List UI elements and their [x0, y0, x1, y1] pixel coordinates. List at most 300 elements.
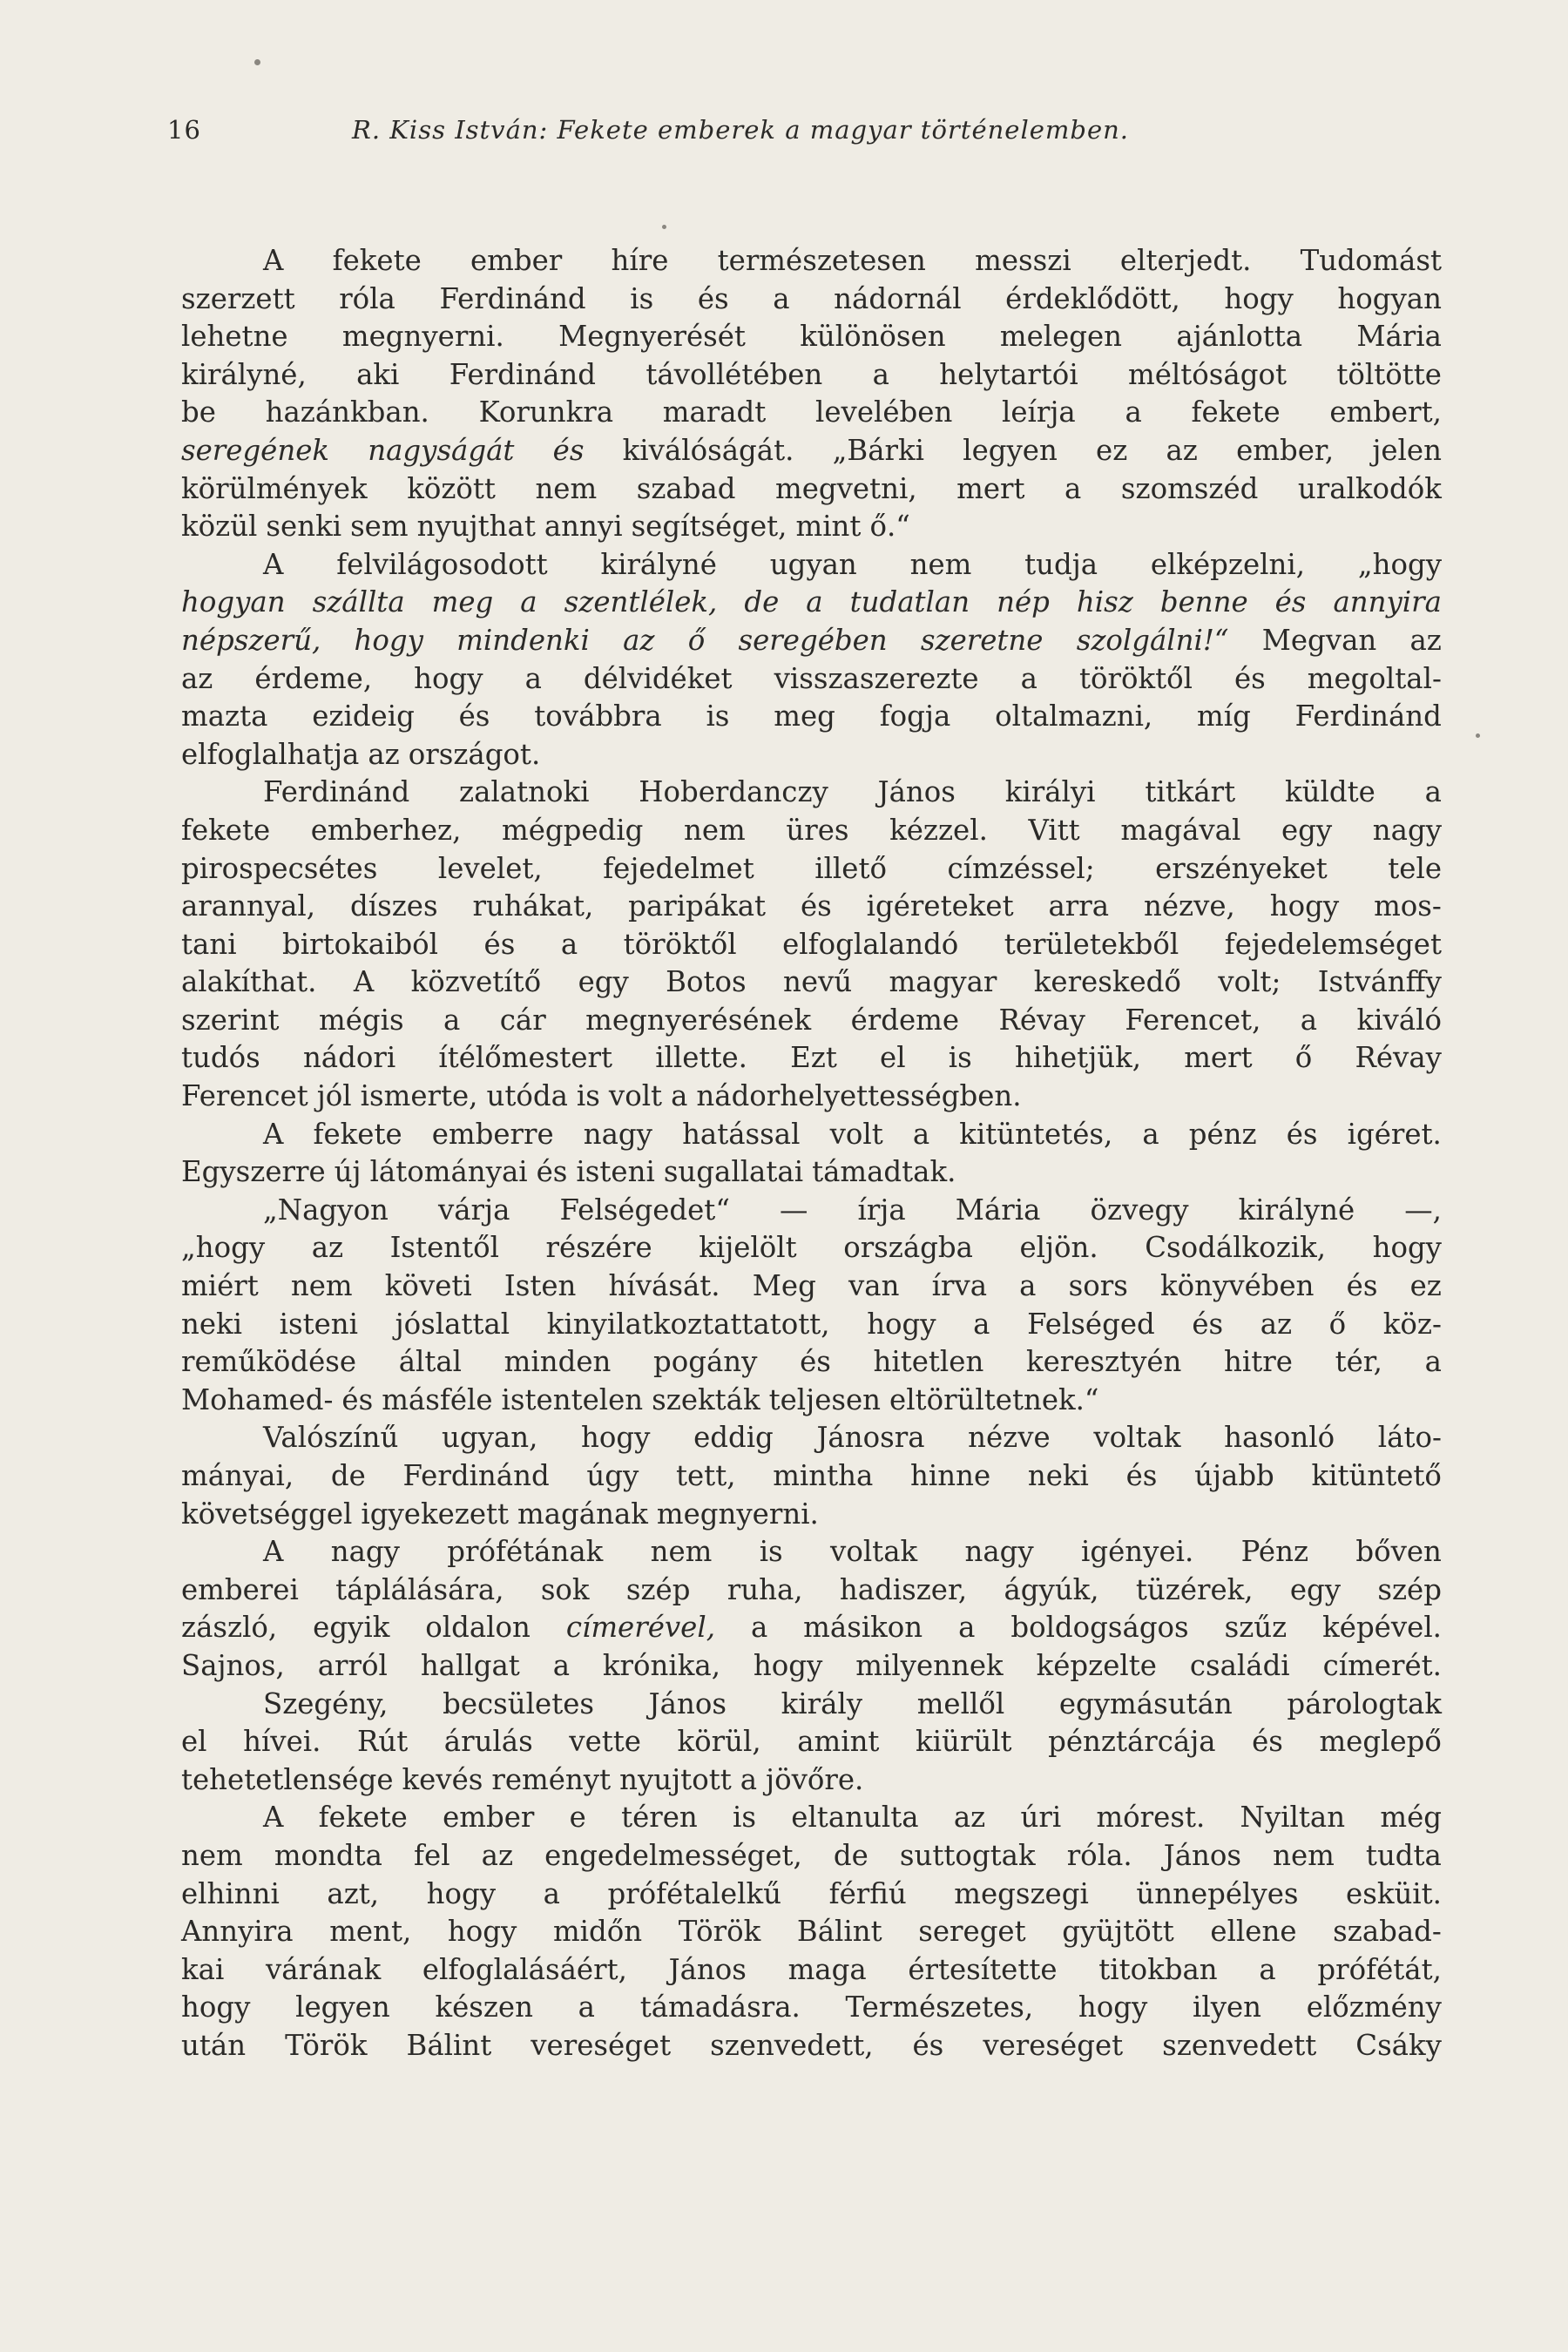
word: A [263, 1801, 284, 1835]
word: cár [499, 1003, 546, 1037]
word: a [1020, 661, 1037, 695]
word: Nyiltan [1240, 1801, 1346, 1835]
word: fekete [318, 1801, 408, 1835]
ink-speck [662, 225, 666, 229]
word: ágyúk, [1004, 1572, 1099, 1606]
word: a [1424, 775, 1442, 809]
word: fekete [181, 813, 271, 847]
word: alakíthat. [181, 965, 317, 999]
text-line [181, 1457, 1442, 1496]
word: nagy [583, 1117, 652, 1151]
word: címzéssel; [947, 851, 1095, 885]
word: a [520, 585, 537, 619]
word: uralkodók [1297, 471, 1442, 505]
word: hazánkban. [265, 395, 429, 429]
word: titokban [1098, 1952, 1218, 1986]
word: azt, [327, 1876, 380, 1910]
text-line [181, 1799, 1442, 1837]
word: ember, [1236, 433, 1335, 467]
text-line [181, 1496, 1442, 1534]
word: suttogtak [899, 1838, 1036, 1872]
word: János [668, 1952, 747, 1986]
word: téren [621, 1801, 698, 1835]
word: prófétalelkű [607, 1876, 782, 1910]
word: elfoglalásáért, [422, 1952, 627, 1986]
word: Megvan [1261, 623, 1377, 657]
word: a [671, 1079, 688, 1113]
word: kitüntető [1311, 1459, 1442, 1492]
text-line [181, 888, 1442, 926]
word: illető [814, 851, 887, 885]
word: sem [350, 510, 409, 544]
word: kitüntetés, [959, 1117, 1113, 1151]
word: voltak [830, 1535, 918, 1569]
word: szomszéd [1120, 471, 1259, 505]
word: körül, [677, 1725, 761, 1759]
word: volt; [1218, 965, 1281, 999]
word: szenvedett, [710, 2028, 874, 2062]
word: tele [1388, 851, 1442, 885]
word: hatással [682, 1117, 801, 1151]
word: és [697, 281, 729, 315]
word: igyekezett [361, 1497, 510, 1531]
word: népszerű, [181, 623, 321, 657]
word: nem [290, 1269, 353, 1303]
word: hasonló [1224, 1421, 1335, 1455]
word: követséggel [181, 1497, 353, 1531]
text-line [181, 1609, 1442, 1647]
word: ugyan, [442, 1421, 538, 1455]
word: hogy [447, 1915, 517, 1949]
word: Mohamed- [181, 1382, 334, 1416]
word: szabad [636, 471, 736, 505]
word: címerét. [1322, 1648, 1442, 1682]
word: a [1259, 1952, 1276, 1986]
word: messzi [975, 244, 1071, 277]
word: — [779, 1193, 808, 1227]
word: amint [797, 1725, 880, 1759]
word: elképzelni, [1150, 547, 1306, 581]
word: „hogy [1357, 547, 1442, 581]
word: tudja [1024, 547, 1098, 581]
word: Korunkra [478, 395, 614, 429]
word: mégis [319, 1003, 404, 1037]
word: fekete [1191, 395, 1281, 429]
word: hogy [354, 623, 423, 657]
word: az [481, 1838, 514, 1872]
word: a [443, 1003, 461, 1037]
word: táplálására, [335, 1572, 504, 1606]
word: illette. [655, 1041, 747, 1075]
word: Mária [1356, 320, 1442, 354]
text-line [181, 1192, 1442, 1230]
word: visszaszerezte [774, 661, 979, 695]
word: kiürült [916, 1725, 1012, 1759]
word: töröktől [1078, 661, 1193, 695]
running-header [167, 115, 1404, 159]
word: várának [266, 1952, 382, 1986]
text-line [181, 1002, 1442, 1040]
word: nagy [330, 1535, 400, 1569]
word: sugallatai [663, 1155, 804, 1189]
text-line [181, 660, 1442, 699]
word: pogány [653, 1345, 758, 1379]
word: Ferdinánd [1294, 700, 1442, 733]
word: nem [535, 471, 598, 505]
word: az [181, 661, 213, 695]
word: Botos [666, 965, 747, 999]
word: megszegi [954, 1876, 1089, 1910]
text-line [181, 1116, 1442, 1154]
word: Vitt [1028, 813, 1080, 847]
text-line [181, 470, 1442, 509]
word: Ezt [790, 1041, 837, 1075]
word: fekete [313, 1117, 402, 1151]
word: mórest. [1096, 1801, 1206, 1835]
word: de [744, 585, 780, 619]
word: János [648, 1686, 727, 1720]
word: segítséget, [631, 510, 787, 544]
word: a [524, 661, 542, 695]
word: jövőre. [766, 1762, 864, 1796]
word: ruhákat, [472, 889, 594, 923]
word: sors [1068, 1269, 1128, 1303]
word: igéreteket [866, 889, 1014, 923]
word: prófétának [447, 1535, 604, 1569]
word: kézzel. [889, 813, 988, 847]
text-line [181, 1343, 1442, 1382]
word: istentelen [501, 1382, 644, 1416]
word: királyi [1004, 775, 1096, 809]
word: nevű [782, 965, 853, 999]
text-line [181, 432, 1442, 470]
word: Istentől [389, 1231, 499, 1265]
word: a [1142, 1117, 1159, 1151]
word: Isten [504, 1269, 577, 1303]
word: a [578, 1990, 595, 2024]
word: Hoberdanczy [639, 775, 828, 809]
word: legyen [295, 1990, 390, 2024]
word: sereget [918, 1915, 1026, 1949]
word: el [880, 1041, 906, 1075]
word: kijelölt [699, 1231, 797, 1265]
text-line [181, 1723, 1442, 1761]
word: közül [181, 510, 258, 544]
word: mint [795, 510, 862, 544]
word: elhinni [181, 1876, 280, 1910]
word: hívását. [608, 1269, 720, 1303]
word: „Nagyon [263, 1193, 389, 1227]
word: minden [504, 1345, 612, 1379]
text-line [181, 318, 1442, 356]
word: pénztárcája [1048, 1725, 1216, 1759]
word: a [1064, 471, 1082, 505]
word: Rút [356, 1725, 409, 1759]
word: erszényeket [1155, 851, 1328, 885]
word: prófétát, [1317, 1952, 1442, 1986]
word: egy [578, 965, 629, 999]
word: oldalon [425, 1611, 531, 1645]
word: is [630, 281, 654, 315]
word: nyujtott [619, 1762, 732, 1796]
word: ugyan [769, 547, 857, 581]
word: hogy [581, 1421, 651, 1455]
word: Török [285, 2028, 368, 2062]
word: és [1125, 1459, 1158, 1492]
word: Ferencet, [1125, 1003, 1261, 1037]
word: hívei. [243, 1725, 321, 1759]
word: hitetlen [873, 1345, 984, 1379]
word: teljesen [768, 1382, 882, 1416]
word: tani [181, 927, 237, 961]
word: a [1300, 1003, 1318, 1037]
word: nézve, [1144, 889, 1235, 923]
word: Felséged [1027, 1307, 1155, 1341]
word: címerével, [565, 1611, 716, 1645]
word: és [341, 1382, 374, 1416]
word: magával [1120, 813, 1241, 847]
word: ember [443, 1801, 535, 1835]
word: tér, [1335, 1345, 1382, 1379]
word: az [368, 737, 400, 771]
word: ez [1096, 433, 1128, 467]
word: hallgat [420, 1648, 520, 1682]
word: ő [1294, 1041, 1313, 1075]
word: milyennek [855, 1648, 1004, 1682]
word: nagyságát [368, 433, 515, 467]
word: Ferdinánd [402, 1459, 550, 1492]
word: hadiszer, [839, 1572, 968, 1606]
word: zalatnoki [459, 775, 590, 809]
word: és [458, 700, 490, 733]
word: új [334, 1155, 362, 1189]
word: szabad- [1333, 1915, 1442, 1949]
word: körülmények [181, 471, 368, 505]
word: e [569, 1801, 586, 1835]
word: Annyira [181, 1915, 294, 1949]
word: jelen [1372, 433, 1442, 467]
text-line [181, 1229, 1442, 1267]
word: és [800, 889, 832, 923]
word: királyné [600, 547, 717, 581]
word: hihetjük, [1014, 1041, 1142, 1075]
word: várja [437, 1193, 510, 1227]
word: előzmény [1306, 1990, 1442, 2024]
word: de [833, 1838, 868, 1872]
word: eltanulta [791, 1801, 919, 1835]
word: Ferdinánd [449, 357, 596, 391]
word: területekből [1004, 927, 1179, 961]
text-line [181, 1571, 1442, 1610]
word: becsületes [443, 1686, 595, 1720]
word: szerint [181, 1003, 280, 1037]
word: a [552, 1648, 570, 1682]
word: tehetetlensége [181, 1762, 394, 1796]
word: király [781, 1686, 863, 1720]
word: és [536, 1155, 568, 1189]
text-line [181, 1153, 1442, 1192]
word: szekták [652, 1382, 760, 1416]
word: a [560, 927, 578, 961]
word: fejedelmet [603, 851, 754, 885]
word: nem [181, 1838, 243, 1872]
word: jóslattal [395, 1307, 510, 1341]
word: ő [687, 623, 706, 657]
word: érdeme, [254, 661, 373, 695]
word: levelet, [437, 851, 543, 885]
word: lehetne [181, 320, 288, 354]
word: és [1252, 1725, 1283, 1759]
word: ünnepélyes [1136, 1876, 1299, 1910]
word: is [948, 1041, 972, 1075]
word: az [623, 623, 655, 657]
word: és [1192, 1307, 1224, 1341]
word: róla [339, 281, 395, 315]
text-line [181, 584, 1442, 622]
word: kai [181, 1952, 225, 1986]
word: díszes [350, 889, 438, 923]
word: Ferencet [181, 1079, 308, 1113]
text-line [181, 1951, 1442, 1990]
word: „Bárki [832, 433, 925, 467]
word: seregének [181, 433, 330, 467]
word: arra [1048, 889, 1110, 923]
word: az [953, 1801, 986, 1835]
word: a [872, 357, 889, 391]
word: mintha [773, 1459, 874, 1492]
word: küldte [1285, 775, 1375, 809]
word: fekete [332, 244, 422, 277]
word: párologtak [1287, 1686, 1442, 1720]
word: töltötte [1336, 357, 1442, 391]
text-line [181, 280, 1442, 319]
word: kereskedő [1033, 965, 1181, 999]
word: tudta [1365, 1838, 1442, 1872]
word: közvetítő [410, 965, 542, 999]
word: szép [625, 1572, 691, 1606]
word: nem [1273, 1838, 1335, 1872]
word: hogy [1269, 889, 1340, 923]
word: krónika, [602, 1648, 720, 1682]
word: és [1233, 661, 1266, 695]
word: „hogy [181, 1231, 266, 1265]
word: az [1166, 433, 1198, 467]
word: ajánlotta [1176, 320, 1303, 354]
word: egymásután [1058, 1686, 1233, 1720]
word: hogy [414, 661, 483, 695]
word: nagy [1372, 813, 1442, 847]
word: szentlélek, [564, 585, 718, 619]
word: legyen [963, 433, 1058, 467]
word: töröktől [623, 927, 737, 961]
word: a [1019, 1269, 1037, 1303]
word: melegen [999, 320, 1123, 354]
word: özvegy [1090, 1193, 1189, 1227]
word: János [1163, 1838, 1242, 1872]
word: engedelmességet, [544, 1838, 802, 1872]
word: magának [517, 1497, 648, 1531]
word: a [1125, 395, 1142, 429]
word: is [733, 1801, 757, 1835]
word: tudós [181, 1041, 260, 1075]
word: embert, [1329, 395, 1442, 429]
word: felvilágosodott [336, 547, 548, 581]
word: Megnyerését [558, 320, 746, 354]
word: értesítette [908, 1952, 1058, 1986]
word: maradt [662, 395, 767, 429]
text-line [181, 1306, 1442, 1344]
word: érdeme [850, 1003, 960, 1037]
word: Meg [752, 1269, 816, 1303]
word: árulás [443, 1725, 533, 1759]
word: Csodálkozik, [1145, 1231, 1327, 1265]
word: mazta [181, 700, 268, 733]
word: is [706, 700, 730, 733]
word: neki [1027, 1459, 1089, 1492]
word: ismerte, [360, 1079, 478, 1113]
word: mellől [916, 1686, 1005, 1720]
word: mos- [1374, 889, 1442, 923]
word: nádori [302, 1041, 396, 1075]
word: ellene [1210, 1915, 1297, 1949]
word: sok [540, 1572, 590, 1606]
word: nem [684, 813, 746, 847]
word: arról [317, 1648, 388, 1682]
word: írja [857, 1193, 906, 1227]
word: el [181, 1725, 207, 1759]
word: nem [909, 547, 972, 581]
word: híre [611, 244, 669, 277]
word: délvidéket [583, 661, 733, 695]
word: volt [829, 1117, 883, 1151]
word: A [263, 244, 284, 277]
word: támadtak. [812, 1155, 956, 1189]
body-text [181, 242, 1442, 2065]
word: maga [787, 1952, 867, 1986]
text-line [181, 1382, 1442, 1420]
word: elterjedt. [1119, 244, 1252, 277]
word: pénz [1188, 1117, 1257, 1151]
text-line [181, 2027, 1442, 2065]
word: zászló, [181, 1611, 278, 1645]
word: fel [414, 1838, 450, 1872]
word: támadásra. [639, 1990, 801, 2024]
word: megvetni, [775, 471, 917, 505]
text-line [181, 1913, 1442, 1951]
word: hogyan [1337, 281, 1442, 315]
word: a [543, 1876, 560, 1910]
word: isteni [279, 1307, 358, 1341]
word: kiválóságát. [622, 433, 794, 467]
word: seregében [738, 623, 888, 657]
word: és [1346, 1269, 1378, 1303]
word: köz- [1382, 1307, 1442, 1341]
word: hogy [426, 1876, 497, 1910]
word: részére [545, 1231, 652, 1265]
word: A [263, 1117, 284, 1151]
word: kevés [402, 1762, 483, 1796]
word: hogy [753, 1648, 823, 1682]
word: gyüjtött [1062, 1915, 1174, 1949]
word: de [330, 1459, 366, 1492]
word: nép [997, 585, 1050, 619]
text-line [181, 963, 1442, 1002]
word: Révay [1355, 1041, 1442, 1075]
word: láto- [1377, 1421, 1442, 1455]
word: Török [678, 1915, 761, 1949]
word: úgy [586, 1459, 639, 1492]
word: a [1424, 1345, 1442, 1379]
